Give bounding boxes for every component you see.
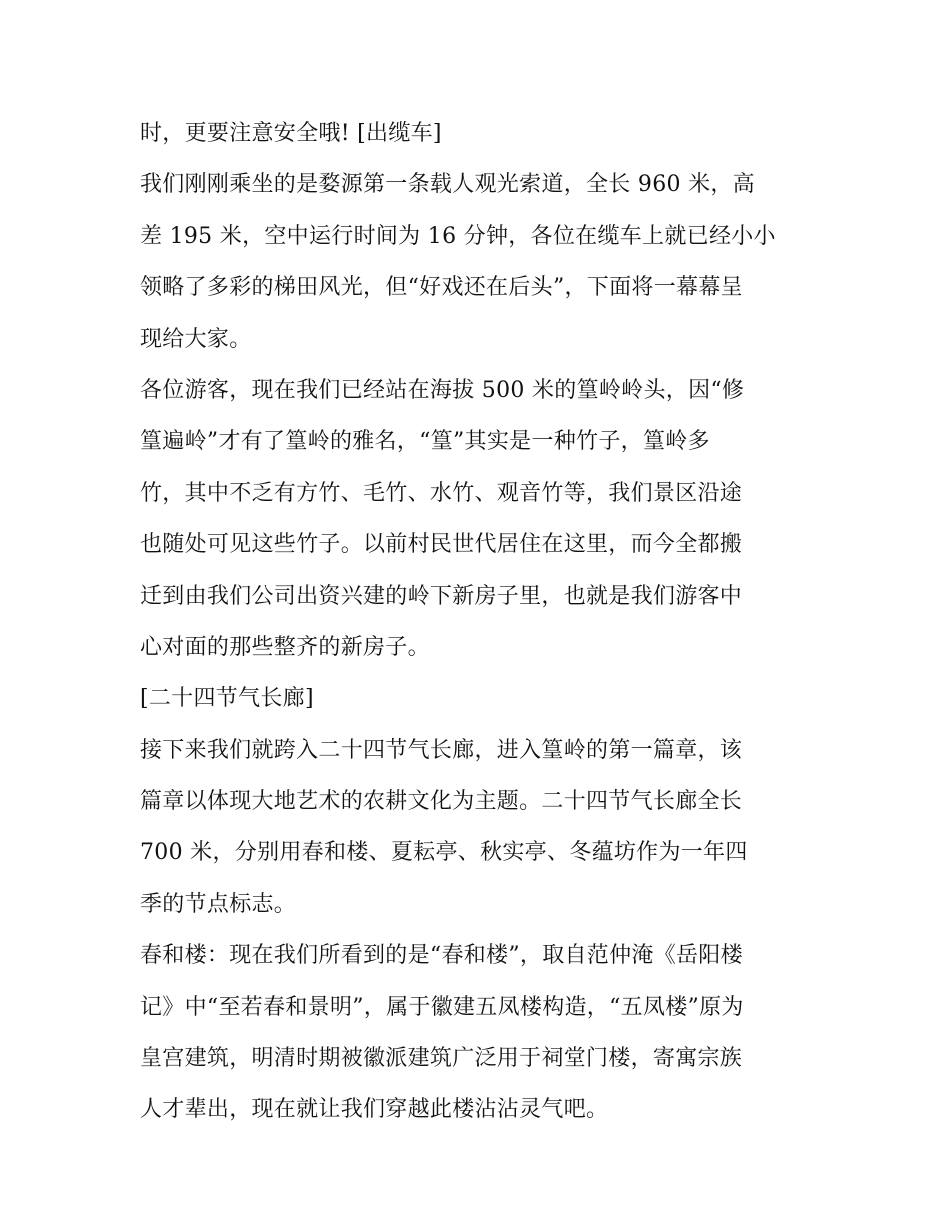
text-line: 接下来我们就跨入二十四节气长廊，进入篁岭的第一篇章，该 bbox=[140, 737, 743, 763]
document-body bbox=[140, 108, 820, 1136]
text-line: 现给大家。 bbox=[140, 326, 252, 352]
text-line: 皇宫建筑，明清时期被徽派建筑广泛用于祠堂门楼，寄寓宗族 bbox=[140, 1046, 743, 1072]
text-line: 心对面的那些整齐的新房子。 bbox=[140, 634, 430, 660]
text-line: 季的节点标志。 bbox=[140, 891, 297, 917]
text-line: 人才辈出，现在就让我们穿越此楼沾沾灵气吧。 bbox=[140, 1097, 609, 1123]
text-line: 时，更要注意安全哦! [出缆车] bbox=[140, 121, 442, 146]
text-line: 也随处可见这些竹子。以前村民世代居住在这里，而今全都搬 bbox=[140, 532, 743, 558]
section-heading: [二十四节气长廊] bbox=[140, 686, 314, 712]
text-line: 篇章以体现大地艺术的农耕文化为主题。二十四节气长廊全长 bbox=[140, 789, 743, 815]
text-line: 春和楼：现在我们所看到的是“春和楼”，取自范仲淹《岳阳楼 bbox=[140, 943, 743, 969]
text-line: 各位游客，现在我们已经站在海拔 500 米的篁岭岭头，因“修 bbox=[140, 377, 745, 403]
text-line: 领略了多彩的梯田风光，但“好戏还在后头”，下面将一幕幕呈 bbox=[140, 275, 743, 301]
text-line: 700 米，分别用春和楼、夏耘亭、秋实亭、冬蕴坊作为一年四 bbox=[140, 840, 748, 866]
text-line: 差 195 米，空中运行时间为 16 分钟，各位在缆车上就已经小小 bbox=[140, 223, 776, 249]
text-line: 记》中“至若春和景明”，属于徽建五凤楼构造，“五凤楼”原为 bbox=[140, 994, 744, 1020]
text-line: 篁遍岭”才有了篁岭的雅名，“篁”其实是一种竹子，篁岭多 bbox=[140, 429, 710, 455]
text-line: 我们刚刚乘坐的是婺源第一条载人观光索道，全长 960 米，高 bbox=[140, 172, 755, 198]
text-line: 迁到由我们公司出资兴建的岭下新房子里，也就是我们游客中 bbox=[140, 583, 743, 609]
text-line: 竹，其中不乏有方竹、毛竹、水竹、观音竹等，我们景区沿途 bbox=[140, 480, 743, 506]
